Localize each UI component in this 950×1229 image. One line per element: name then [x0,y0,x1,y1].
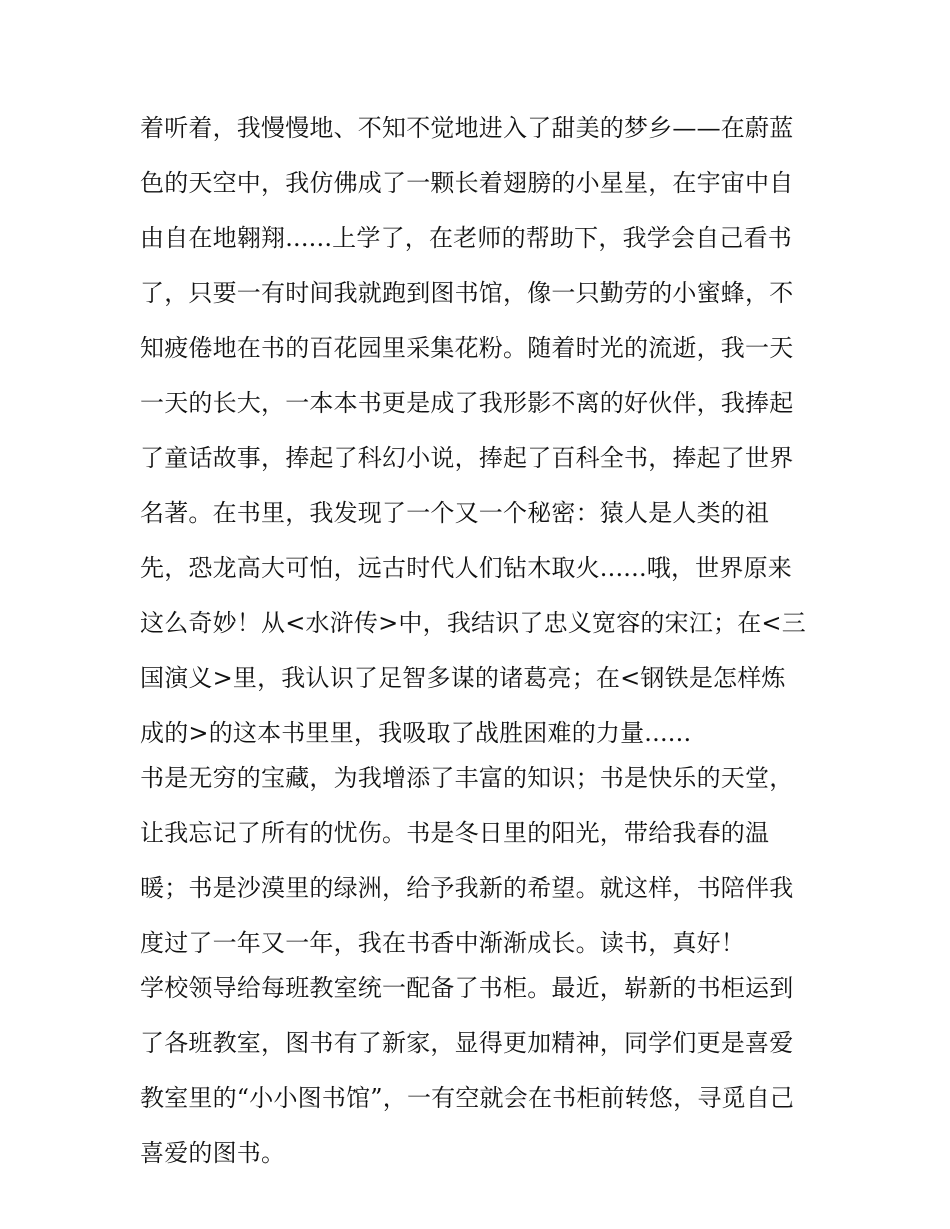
text-line: 让我忘记了所有的忧伤。书是冬日里的阳光，带给我春的温 [140,819,770,847]
text-line: 成的>的这本书里里，我吸取了战胜困难的力量...... [140,719,692,747]
text-line: 着听着，我慢慢地、不知不觉地进入了甜美的梦乡——在蔚蓝 [140,114,794,142]
text-line: 喜爱的图书。 [140,1139,286,1167]
text-line: 色的天空中，我仿佛成了一颗长着翅膀的小星星，在宇宙中自 [140,169,794,197]
text-line: 知疲倦地在书的百花园里采集花粉。随着时光的流逝，我一天 [140,334,794,362]
text-line: 学校领导给每班教室统一配备了书柜。最近，崭新的书柜运到 [140,974,794,1002]
text-line: 一天的长大，一本本书更是成了我形影不离的好伙伴，我捧起 [140,389,794,417]
paragraph-reading-journey [140,108,820,753]
text-line: 书是无穷的宝藏，为我增添了丰富的知识；书是快乐的天堂， [140,764,794,792]
text-line: 度过了一年又一年，我在书香中渐渐成长。读书，真好！ [140,929,745,957]
text-line: 了童话故事，捧起了科幻小说，捧起了百科全书，捧起了世界 [140,444,794,472]
text-line: 了，只要一有时间我就跑到图书馆，像一只勤劳的小蜜蜂，不 [140,279,794,307]
body-text [140,108,820,1173]
text-line: 名著。在书里，我发现了一个又一个秘密：猿人是人类的祖 [140,499,770,527]
text-line: 教室里的“小小图书馆”，一有空就会在书柜前转悠，寻觅自己 [140,1084,795,1112]
text-line: 暖；书是沙漠里的绿洲，给予我新的希望。就这样，书陪伴我 [140,874,794,902]
text-line: 由自在地翱翔......上学了，在老师的帮助下，我学会自己看书 [140,224,792,252]
text-line: 国演义>里，我认识了足智多谋的诸葛亮；在<钢铁是怎样炼 [140,664,786,692]
paragraph-class-library [140,968,820,1173]
paragraph-books-treasure [140,758,820,963]
text-line: 了各班教室，图书有了新家，显得更加精神，同学们更是喜爱 [140,1029,794,1057]
text-line: 先，恐龙高大可怕，远古时代人们钻木取火......哦，世界原来 [140,554,792,582]
text-line: 这么奇妙！从<水浒传>中，我结识了忠义宽容的宋江；在<三 [140,609,806,637]
